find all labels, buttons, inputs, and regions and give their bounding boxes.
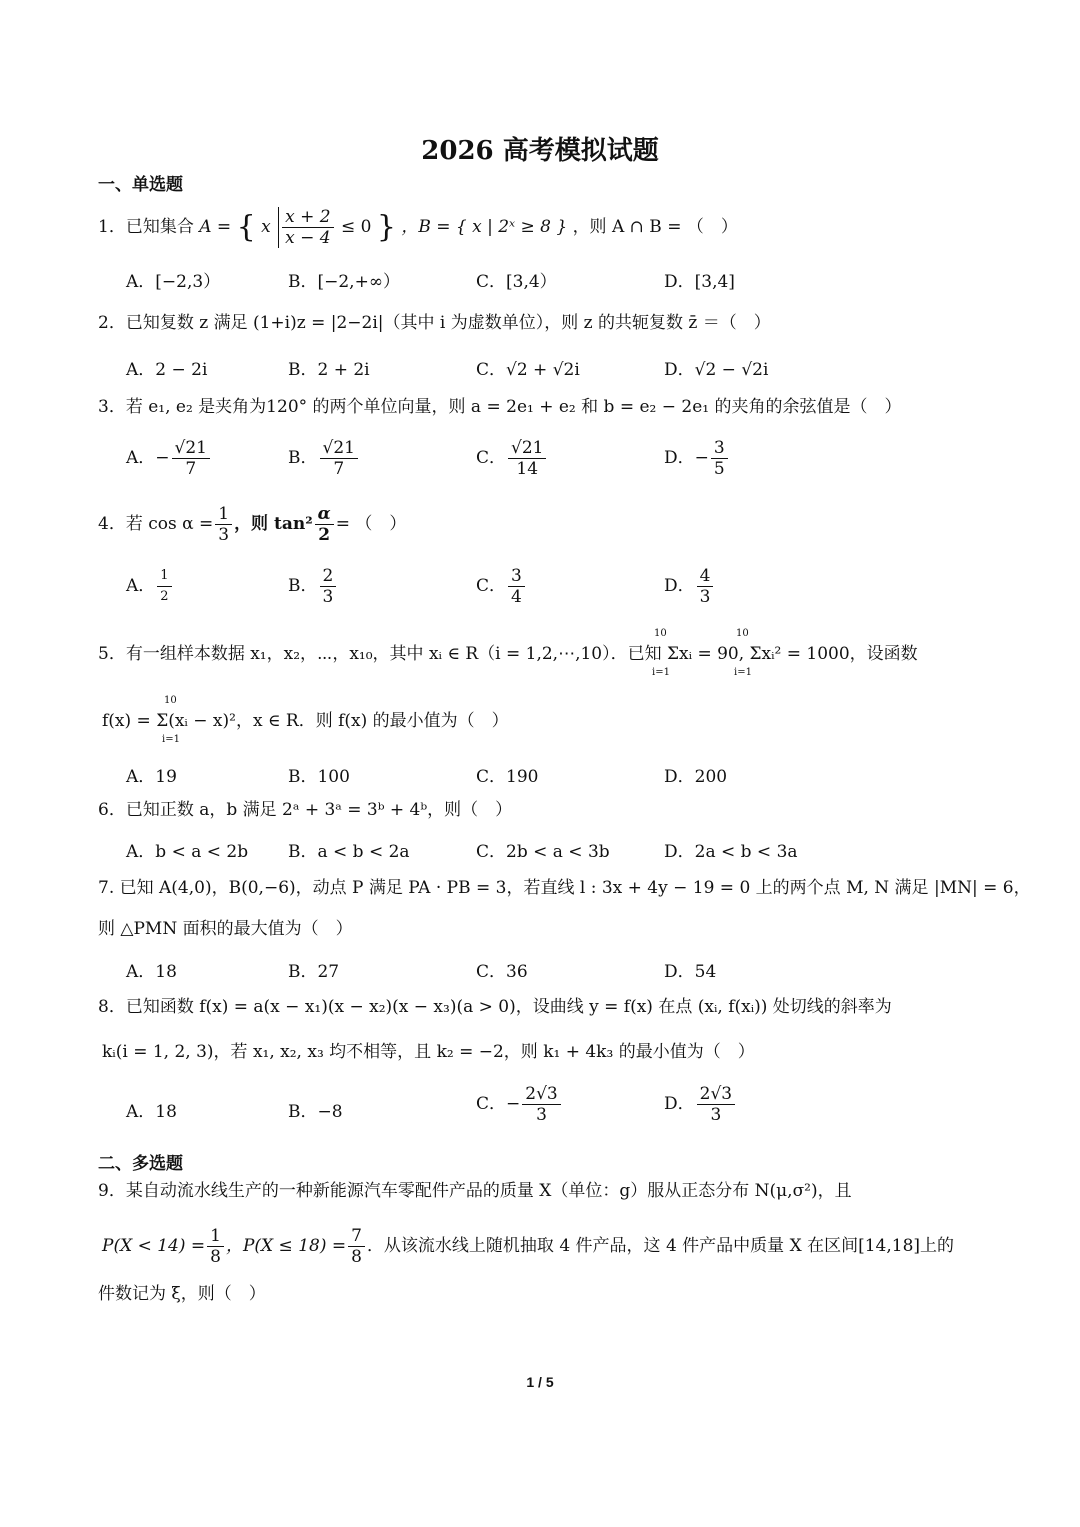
section-multi-choice: 二、多选题 [98, 1154, 183, 1174]
q5-sum-3-upper: 10 [164, 695, 177, 706]
q7-option-d: D．54 [664, 962, 717, 982]
question-9-line-3: 件数记为 ξ，则（ ） [98, 1284, 266, 1304]
q7-option-a: A．18 [126, 962, 177, 982]
question-7-line-2: 则 △PMN 面积的最大值为（ ） [98, 919, 353, 939]
question-8-line-1: 8．已知函数 f(x) = a(x − x₁)(x − x₂)(x − x₃)(a > 0)，设曲线 y = f(x) 在点 (xᵢ, f(xᵢ)) 处切线的斜率为 [98, 997, 892, 1017]
q1-option-a: A．[−2,3） [126, 272, 221, 292]
q2-option-a: A．2 − 2i [126, 360, 208, 380]
page-number: 1 / 5 [526, 1374, 554, 1390]
question-6-stem: 6．已知正数 a，b 满足 2ᵃ + 3ᵃ = 3ᵇ + 4ᵇ，则（ ） [98, 800, 513, 820]
page-title: 2026 高考模拟试题 [421, 136, 659, 166]
q3-option-a: A．− $\frac{√21}{7}$ [126, 438, 212, 479]
q5-option-b: B．100 [288, 767, 350, 787]
q6-option-d: D．2a < b < 3a [664, 842, 798, 862]
q1-option-b: B．[−2,+∞） [288, 272, 400, 292]
question-4-stem: 4．若 cos α = $\frac{1}{3}$ ，则 tan² $\frac{\alpha}{2}$ = （ ） [98, 504, 407, 545]
q4-option-b: B． $\frac{2}{3}$ [288, 566, 338, 607]
q5-sum-3-lower: i=1 [162, 734, 180, 745]
q4-option-a: A． $\frac{1}{2}$ [126, 566, 174, 607]
q5-sum-2-upper: 10 [736, 628, 749, 639]
question-7-line-1: 7. 已知 A(4,0)，B(0,−6)，动点 P 满足 PA · PB = 3，若直线 l : 3x + 4y − 19 = 0 上的两个点 M, N 满足 |MN| = 6， [98, 878, 1031, 898]
q8-option-a: A．18 [126, 1102, 177, 1122]
q5-option-a: A．19 [126, 767, 177, 787]
question-9-line-2: P(X < 14) = $\frac{1}{8}$ ，P(X ≤ 18) = $\frac{7}{8}$ ．从该流水线上随机抽取 4 件产品，这 4 件产品中质量 X 在区间[14,18]上的 [102, 1226, 955, 1267]
q5-sum-1-upper: 10 [654, 628, 667, 639]
question-1-stem: 1．已知集合 A = { x $\frac{x + 2}{x - 4}$ ≤ 0 } ，B = { x | 2ˣ ≥ 8 } ，则 A ∩ B = （ ） [98, 207, 738, 248]
section-single-choice: 一、单选题 [98, 175, 183, 195]
q7-option-c: C．36 [476, 962, 528, 982]
q4-option-c: C． $\frac{3}{4}$ [476, 566, 527, 607]
q2-option-b: B．2 + 2i [288, 360, 370, 380]
question-5-line-2: f(x) = Σ(xᵢ − x)²，x ∈ R．则 f(x) 的最小值为（ ） [102, 711, 509, 731]
question-2-stem: 2．已知复数 z 满足 (1+i)z = |2−2i|（其中 i 为虚数单位），则 z 的共轭复数 z̄ ＝（ ） [98, 313, 771, 333]
question-8-line-2: kᵢ(i = 1, 2, 3)，若 x₁, x₂, x₃ 均不相等，且 k₂ = −2，则 k₁ + 4k₃ 的最小值为（ ） [102, 1042, 755, 1062]
q5-sum-1-lower: i=1 [652, 667, 670, 678]
q5-sum-2-lower: i=1 [734, 667, 752, 678]
q5-option-d: D．200 [664, 767, 728, 787]
q7-option-b: B．27 [288, 962, 340, 982]
q2-option-c: C．√2 + √2i [476, 360, 580, 380]
q6-option-a: A．b < a < 2b [126, 842, 249, 862]
q3-option-d: D．− $\frac{3}{5}$ [664, 438, 730, 479]
q8-option-d: D． $\frac{2√3}{3}$ [664, 1084, 737, 1125]
question-9-line-1: 9．某自动流水线生产的一种新能源汽车零配件产品的质量 X（单位：g）服从正态分布 N(μ,σ²)，且 [98, 1181, 852, 1201]
q5-option-c: C．190 [476, 767, 539, 787]
q8-option-b: B．−8 [288, 1102, 343, 1122]
q8-option-c: C．− $\frac{2√3}{3}$ [476, 1084, 563, 1125]
q6-option-c: C．2b < a < 3b [476, 842, 610, 862]
q3-option-b: B． $\frac{√21}{7}$ [288, 438, 360, 479]
q4-option-d: D． $\frac{4}{3}$ [664, 566, 715, 607]
question-3-stem: 3．若 e₁, e₂ 是夹角为120° 的两个单位向量，则 a = 2e₁ + e₂ 和 b = e₂ − 2e₁ 的夹角的余弦值是（ ） [98, 397, 902, 417]
question-5-line-1: 5．有一组样本数据 x₁，x₂，⋯，x₁₀，其中 xᵢ ∈ R（i = 1,2,⋯,10）．已知 Σxᵢ = 90, Σxᵢ² = 1000，设函数 [98, 644, 918, 664]
q2-option-d: D．√2 − √2i [664, 360, 769, 380]
q1-option-c: C．[3,4） [476, 272, 557, 292]
q1-option-d: D．[3,4] [664, 272, 735, 292]
q3-option-c: C． $\frac{√21}{14}$ [476, 438, 548, 479]
q6-option-b: B．a < b < 2a [288, 842, 410, 862]
